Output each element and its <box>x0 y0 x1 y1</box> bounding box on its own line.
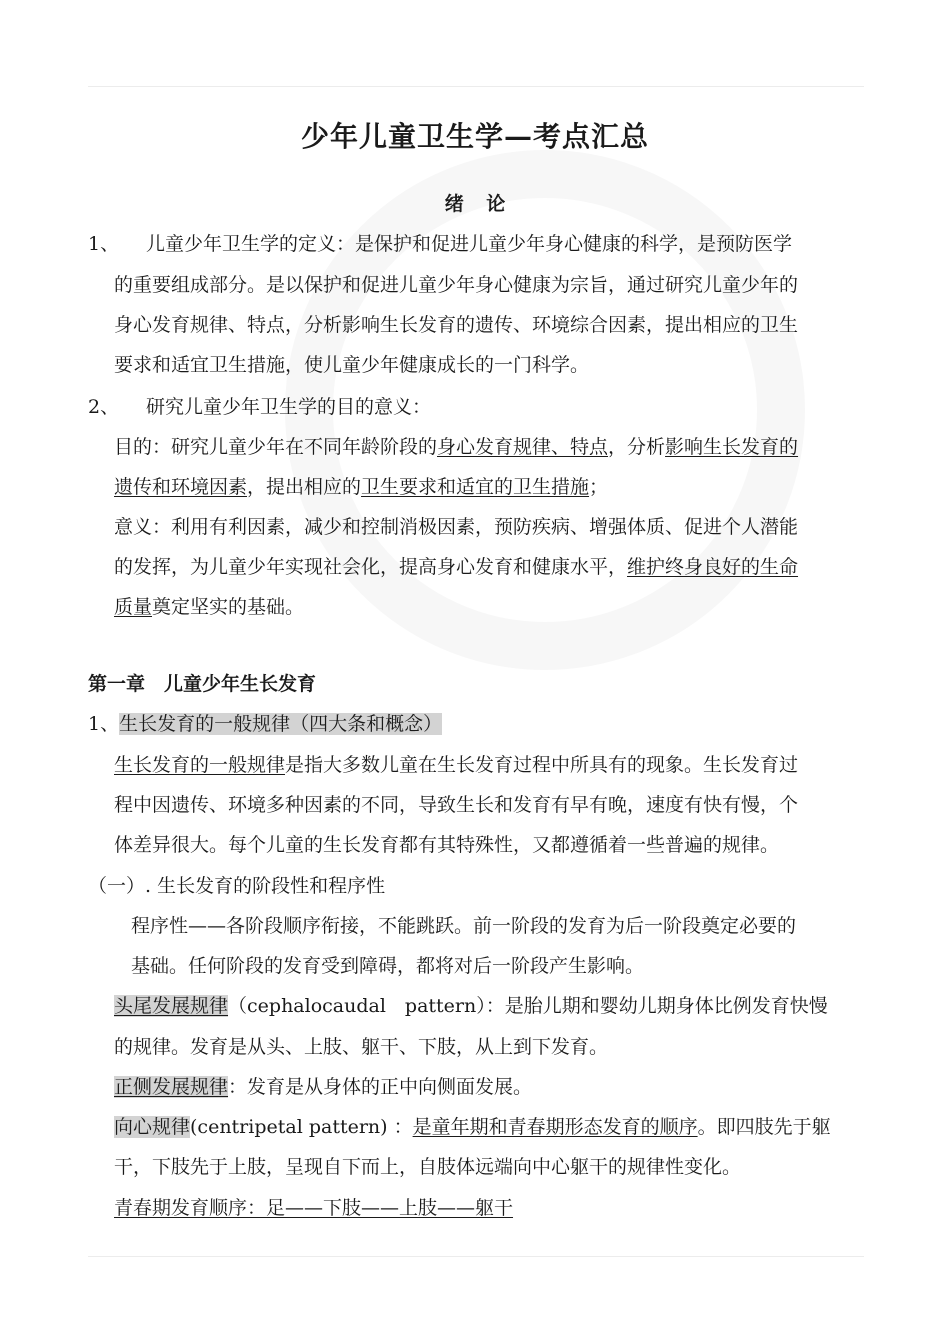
footer-rule <box>88 1256 864 1257</box>
puberty-sequence-line: 青春期发育顺序：足——下肢——上肢——躯干 <box>114 1197 514 1219</box>
chapter1-heading: 第一章 儿童少年生长发育 <box>88 673 317 695</box>
header-rule <box>88 86 864 87</box>
intro-item1-line2: 的重要组成部分。是以保护和促进儿童少年身心健康为宗旨，通过研究儿童少年的 <box>114 274 799 296</box>
meaning-line2: 的发挥，为儿童少年实现社会化，提高身心发育和健康水平，维护终身良好的生命 <box>114 556 799 578</box>
sequence-line1: 程序性——各阶段顺序衔接，不能跳跃。前一阶段的发育为后一阶段奠定必要的 <box>131 915 797 937</box>
centripetal-line1: 向心规律(centripetal pattern) ：是童年期和青春期形态发育的顺序。即四肢先于躯 <box>114 1116 831 1138</box>
cephalocaudal-line2: 的规律。发育是从头、上肢、躯干、下肢，从上到下发育。 <box>114 1036 609 1058</box>
section-heading-intro: 绪 论 <box>444 193 506 215</box>
list-number: 1、 <box>88 713 120 735</box>
definition-line3: 体差异很大。每个儿童的生长发育都有其特殊性，又都遵循着一些普遍的规律。 <box>114 834 780 856</box>
list-number: 2、 <box>88 396 120 418</box>
definition-line1: 生长发育的一般规律是指大多数儿童在生长发育过程中所具有的现象。生长发育过 <box>114 754 799 776</box>
intro-item1-line4: 要求和适宜卫生措施，使儿童少年健康成长的一门科学。 <box>114 354 590 376</box>
chapter1-item1-heading: 1、生长发育的一般规律（四大条和概念） <box>88 713 443 735</box>
centripetal-line2: 干，下肢先于上肢，呈现自下而上，自肢体远端向中心躯干的规律性变化。 <box>114 1156 742 1178</box>
meaning-line3: 质量奠定坚实的基础。 <box>114 596 305 618</box>
page-title: 少年儿童卫生学—考点汇总 <box>300 120 649 153</box>
subsection1-heading: （一）. 生长发育的阶段性和程序性 <box>88 875 386 897</box>
cephalocaudal-line1: 头尾发展规律（cephalocaudal pattern）：是胎儿期和婴幼儿期身体比例发育快慢 <box>114 995 828 1017</box>
meaning-line1: 意义：利用有利因素，减少和控制消极因素，预防疾病、增强体质、促进个人潜能 <box>114 516 799 538</box>
proximodistal-line: 正侧发展规律：发育是从身体的正中向侧面发展。 <box>114 1076 533 1098</box>
intro-item1-line3: 身心发育规律、特点，分析影响生长发育的遗传、环境综合因素，提出相应的卫生 <box>114 314 799 336</box>
list-number: 1、 <box>88 233 120 255</box>
purpose-line2: 遗传和环境因素，提出相应的卫生要求和适宜的卫生措施； <box>114 476 609 498</box>
intro-item2-heading: 2、 研究儿童少年卫生学的目的意义： <box>88 396 432 418</box>
definition-line2: 程中因遗传、环境多种因素的不同，导致生长和发育有早有晚，速度有快有慢，个 <box>114 794 799 816</box>
intro-item1-line1: 1、 儿童少年卫生学的定义：是保护和促进儿童少年身心健康的科学，是预防医学 <box>88 233 793 255</box>
sequence-line2: 基础。任何阶段的发育受到障碍，都将对后一阶段产生影响。 <box>131 955 645 977</box>
purpose-line1: 目的：研究儿童少年在不同年龄阶段的身心发育规律、特点，分析影响生长发育的 <box>114 436 799 458</box>
